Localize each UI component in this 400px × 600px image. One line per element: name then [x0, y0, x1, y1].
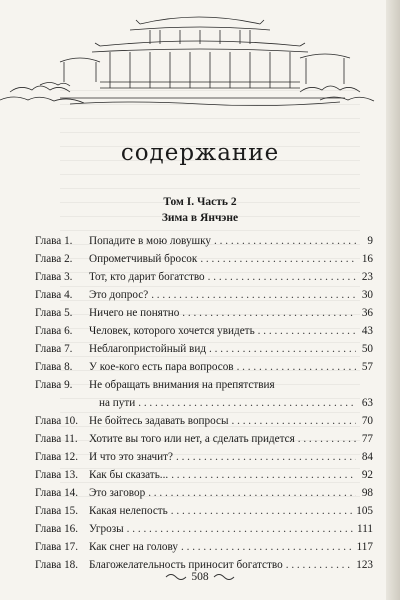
- page-number: 23: [361, 271, 373, 283]
- chapter-number: Глава 1.: [35, 235, 73, 247]
- page-number: 123: [356, 559, 373, 571]
- toc-row: [35, 340, 373, 358]
- page-number: 98: [361, 487, 373, 499]
- chapter-title: У кое-кого есть пара вопросов: [89, 361, 234, 373]
- page-title: содержание: [120, 140, 280, 166]
- toc-row: [35, 448, 373, 466]
- page-number: 117: [356, 541, 373, 553]
- dot-leader: [171, 502, 353, 520]
- toc-row: [35, 502, 373, 520]
- chapter-number: Глава 4.: [35, 289, 73, 301]
- part-title: Зима в Янчэне: [161, 212, 239, 224]
- page-number: 50: [361, 343, 373, 355]
- chapter-number: Глава 13.: [35, 469, 79, 481]
- pagoda-illustration: [0, 0, 400, 110]
- toc-row: [35, 358, 373, 376]
- chapter-title: Неблагопристойный вид: [89, 343, 207, 355]
- chapter-number: Глава 16.: [35, 523, 79, 535]
- chapter-number: Глава 8.: [35, 361, 73, 373]
- page-number: 63: [361, 397, 373, 409]
- page-number: 9: [367, 235, 373, 247]
- dot-leader: [232, 412, 357, 430]
- dot-leader: [138, 394, 356, 412]
- dot-leader: [208, 268, 356, 286]
- page-number: 30: [361, 289, 373, 301]
- chapter-title: И что это значит?: [89, 451, 173, 463]
- chapter-number: Глава 18.: [35, 559, 79, 571]
- toc-row: [35, 322, 373, 340]
- chapter-title: Как бы сказать...: [89, 469, 169, 481]
- chapter-title: Ничего не понятно: [89, 307, 180, 319]
- toc-row: [35, 232, 373, 250]
- chapter-title: Попадите в мою ловушку: [89, 235, 212, 247]
- dot-leader: [237, 358, 356, 376]
- chapter-title: Как снег на голову: [89, 541, 178, 553]
- volume-label: Том I. Часть 2: [163, 196, 237, 208]
- page-number: 16: [361, 253, 373, 265]
- folio-page-number: 508: [191, 571, 209, 583]
- chapter-number: Глава 9.: [35, 379, 73, 391]
- chapter-number: Глава 17.: [35, 541, 79, 553]
- dot-leader: [171, 466, 356, 484]
- dot-leader: [148, 484, 356, 502]
- page-number: 77: [361, 433, 373, 445]
- toc-row-continuation: [35, 394, 373, 412]
- toc-row: [35, 268, 373, 286]
- toc-row: [35, 250, 373, 268]
- chapter-number: Глава 11.: [35, 433, 78, 445]
- chapter-number: Глава 2.: [35, 253, 73, 265]
- right-ornament-icon: [213, 572, 235, 582]
- page-number: 105: [356, 505, 373, 517]
- chapter-title-continuation: на пути: [99, 397, 136, 409]
- chapter-title: Не бойтесь задавать вопросы: [89, 415, 229, 427]
- page-number: 92: [361, 469, 373, 481]
- table-of-contents: [35, 232, 373, 574]
- toc-row: [35, 412, 373, 430]
- toc-row: [35, 286, 373, 304]
- dot-leader: [127, 520, 354, 538]
- chapter-title: Человек, которого хочется увидеть: [89, 325, 255, 337]
- chapter-title: Какая нелепость: [89, 505, 168, 517]
- dot-leader: [181, 538, 354, 556]
- chapter-title: Тот, кто дарит богатство: [89, 271, 205, 283]
- chapter-number: Глава 15.: [35, 505, 79, 517]
- page-footer: [0, 571, 400, 583]
- chapter-title: Благожелательность приносит богатство: [89, 559, 283, 571]
- chapter-title: Это заговор: [89, 487, 146, 499]
- dot-leader: [214, 232, 356, 250]
- page-number: 36: [361, 307, 373, 319]
- page-number: 43: [361, 325, 373, 337]
- chapter-number: Глава 14.: [35, 487, 79, 499]
- chapter-title: Это допрос?: [89, 289, 149, 301]
- toc-row: [35, 376, 373, 394]
- chapter-number: Глава 10.: [35, 415, 79, 427]
- page-number: 111: [357, 523, 373, 535]
- chapter-title: Угрозы: [89, 523, 124, 535]
- dot-leader: [209, 340, 356, 358]
- page-number: 84: [361, 451, 373, 463]
- dot-leader: [200, 250, 356, 268]
- toc-row: [35, 538, 373, 556]
- chapter-title: Не обращать внимания на препятствия: [89, 379, 275, 391]
- toc-row: [35, 304, 373, 322]
- left-ornament-icon: [165, 572, 187, 582]
- dot-leader: [176, 448, 356, 466]
- chapter-number: Глава 5.: [35, 307, 73, 319]
- chapter-title: Опрометчивый бросок: [89, 253, 198, 265]
- toc-row: [35, 466, 373, 484]
- chapter-number: Глава 3.: [35, 271, 73, 283]
- toc-row: [35, 520, 373, 538]
- chapter-number: Глава 6.: [35, 325, 73, 337]
- chapter-title: Хотите вы того или нет, а сделать придется: [89, 433, 295, 445]
- toc-row: [35, 484, 373, 502]
- dot-leader: [298, 430, 356, 448]
- chapter-number: Глава 12.: [35, 451, 79, 463]
- chapter-number: Глава 7.: [35, 343, 73, 355]
- dot-leader: [182, 304, 356, 322]
- page-number: 70: [361, 415, 373, 427]
- dot-leader: [258, 322, 356, 340]
- toc-row: [35, 430, 373, 448]
- dot-leader: [151, 286, 356, 304]
- page-number: 57: [361, 361, 373, 373]
